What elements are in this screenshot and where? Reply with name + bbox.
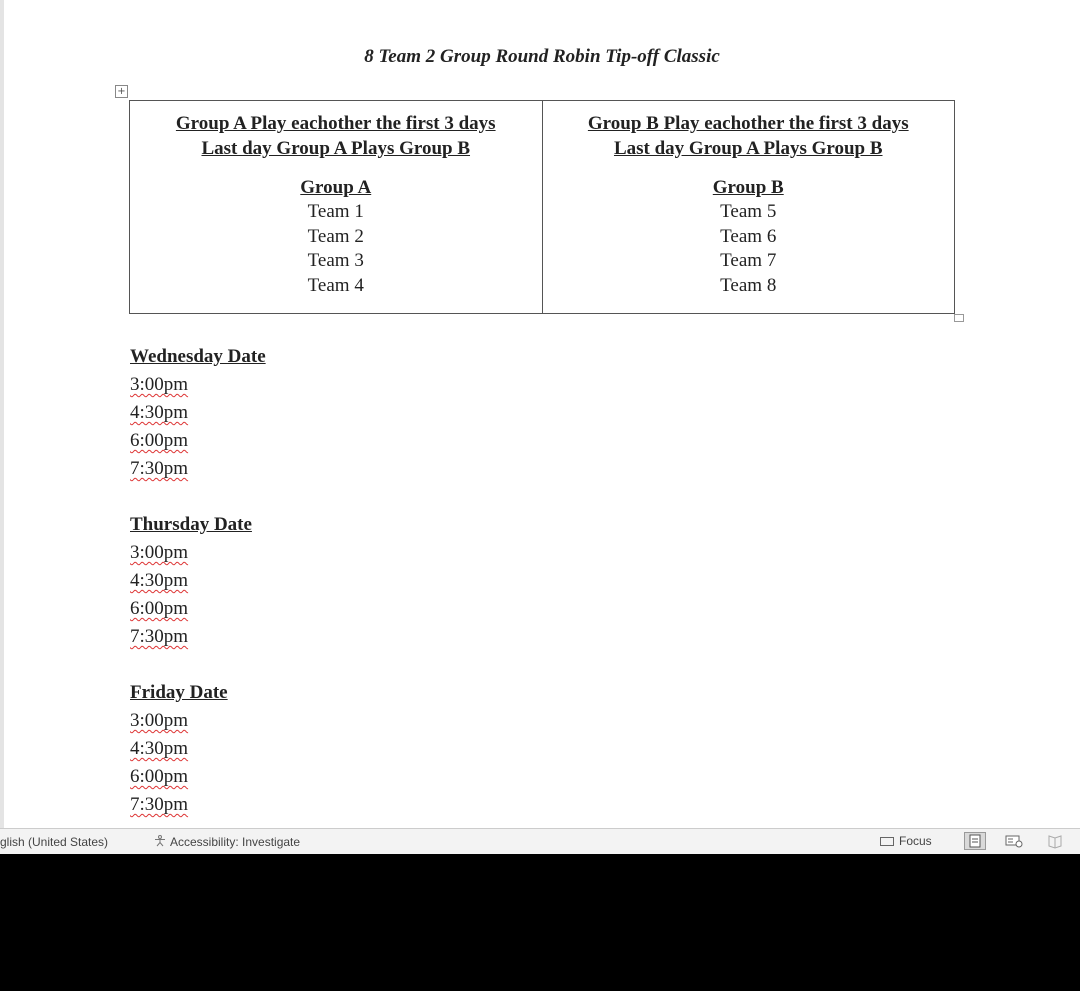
day-title: Friday Date	[130, 682, 228, 703]
day-title: Thursday Date	[130, 514, 252, 535]
time-slot: 6:00pm	[130, 766, 189, 787]
table-resize-handle[interactable]	[954, 314, 964, 322]
time-slot: 3:00pm	[130, 710, 189, 731]
time-slot: 4:30pm	[130, 570, 189, 591]
web-layout-icon	[1003, 832, 1025, 850]
team-item: Team 4	[307, 274, 364, 296]
team-item: Team 1	[307, 201, 364, 222]
team-item: Team 3	[307, 250, 364, 271]
language-indicator[interactable]: glish (United States)	[0, 835, 109, 849]
focus-icon	[880, 837, 894, 846]
time-slot: 3:00pm	[130, 542, 189, 563]
accessibility-icon	[153, 835, 167, 847]
team-item: Team 5	[720, 201, 777, 222]
team-item: Team 2	[307, 225, 364, 247]
read-mode-icon	[1044, 832, 1066, 850]
time-slot: 7:30pm	[130, 626, 189, 647]
focus-button[interactable]	[880, 834, 932, 848]
time-slot: 7:30pm	[130, 794, 189, 815]
group-a-header-line1: Group A Play eachother the first 3 days	[175, 113, 496, 134]
read-mode-button[interactable]	[1044, 832, 1066, 850]
team-item: Team 6	[720, 225, 777, 247]
print-layout-icon	[965, 833, 985, 849]
schedule-day-thursday	[130, 511, 252, 651]
time-slot: 4:30pm	[130, 402, 189, 423]
group-a-header-line2: Last day Group A Plays Group B	[201, 138, 471, 159]
group-b-cell	[542, 101, 955, 314]
screen-bezel	[0, 854, 1080, 991]
web-layout-button[interactable]	[1003, 832, 1025, 850]
page-edge	[0, 0, 4, 828]
group-b-header-line1: Group B Play eachother the first 3 days	[587, 113, 909, 134]
team-item: Team 7	[720, 250, 777, 271]
schedule-day-friday	[130, 679, 228, 819]
time-slot: 3:00pm	[130, 374, 189, 395]
focus-label: Focus	[899, 834, 932, 848]
move-table-icon[interactable]: +	[115, 85, 128, 98]
document-title: 8 Team 2 Group Round Robin Tip-off Classic	[364, 46, 720, 67]
day-title: Wednesday Date	[130, 346, 266, 367]
group-a-cell	[130, 101, 543, 314]
accessibility-label: Accessibility: Investigate	[170, 835, 301, 849]
status-bar	[0, 828, 1080, 854]
time-slot: 6:00pm	[130, 430, 189, 451]
print-layout-button[interactable]	[964, 832, 986, 850]
schedule-day-wednesday	[130, 343, 266, 483]
group-a-title: Group A	[300, 177, 372, 198]
groups-table	[129, 100, 955, 314]
group-b-header-line2: Last day Group A Plays Group B	[613, 138, 883, 159]
time-slot: 6:00pm	[130, 598, 189, 619]
time-slot: 4:30pm	[130, 738, 189, 759]
group-b-title: Group B	[712, 177, 784, 198]
time-slot: 7:30pm	[130, 458, 189, 479]
team-item: Team 8	[720, 274, 777, 296]
accessibility-checker[interactable]	[153, 835, 300, 849]
